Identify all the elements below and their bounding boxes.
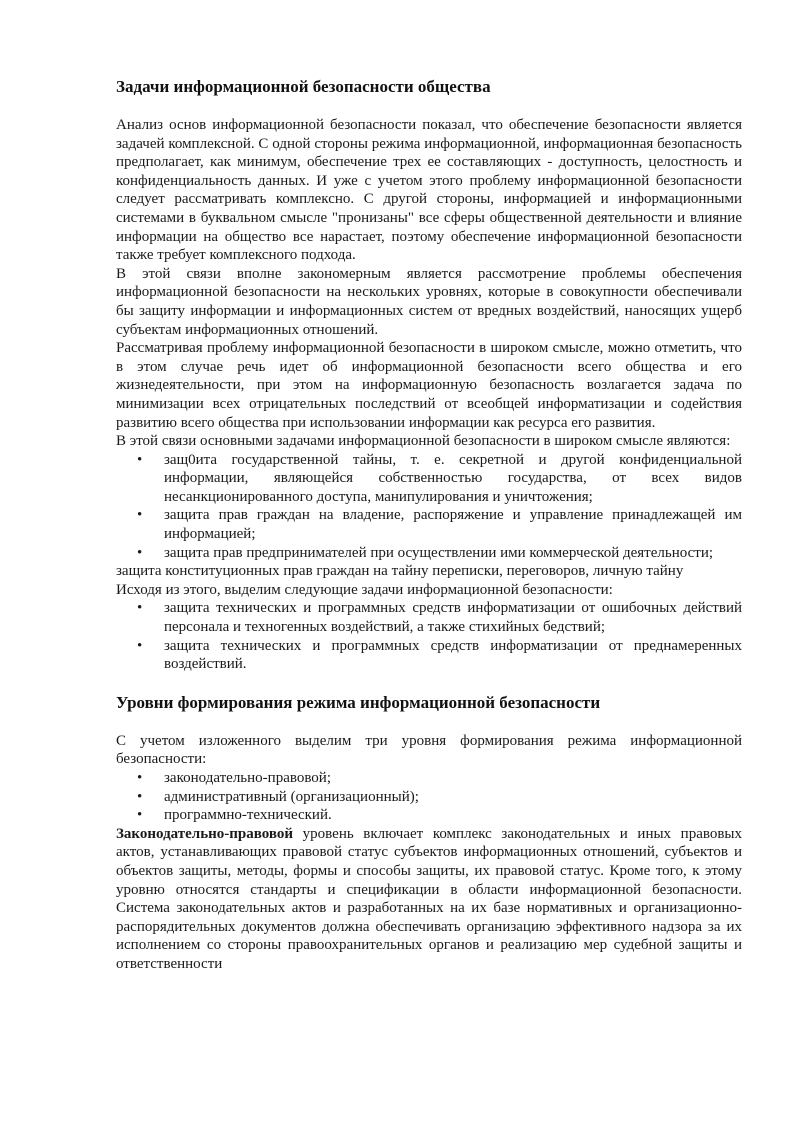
section-heading: Уровни формирования режима информационной безопасности xyxy=(116,692,601,712)
paragraph xyxy=(116,825,742,974)
bold-term: Законодательно-правовой xyxy=(116,825,294,842)
paragraph: С учетом изложенного выделим три уровня формирования режима информационной безопасности: xyxy=(116,732,742,768)
bullet-list xyxy=(116,451,742,563)
paragraph: защита конституционных прав граждан на тайну переписки, переговоров, личную тайну xyxy=(116,563,684,580)
paragraph: В этой связи вполне закономерным является рассмотрение проблемы обеспечения информационной безопасности на нескольких уровнях, которые в совокупности обеспечивали бы защиту информации и информационных систем от вредных воздействий, наносящих ущерб субъектам информационных отношений. xyxy=(116,265,742,338)
paragraph: Анализ основ информационной безопасности показал, что обеспечение безопасности является задачей комплексной. С одной стороны режима информационной, информационная безопасность предполагает, как минимум, обеспечение трех ее составляющих - доступность, целостность и конфиденциальность данных. И уже с учетом этого проблему информационной безопасности следует рассматривать комплексно. С другой стороны, информацией и информационными системами в буквальном смысле "пронизаны" все сферы общественной деятельности и влияние информации на общество все нарастает, поэтому обеспечение информационной безопасности также требует комплексного подхода. xyxy=(116,117,742,264)
document-page xyxy=(116,76,742,974)
bullet-list xyxy=(116,599,742,673)
list-item: • административный (организационный); xyxy=(116,788,742,807)
paragraph: В этой связи основными задачами информационной безопасности в широком смысле являются: xyxy=(116,433,731,450)
list-item: • защита технических и программных средств информатизации от преднамеренных воздействий. xyxy=(116,637,742,674)
paragraph: Исходя из этого, выделим следующие задачи информационной безопасности: xyxy=(116,581,613,598)
paragraph-text: уровень включает комплекс законодательных и иных правовых актов, устанавливающих правовой статус субъектов информационных отношений, субъектов и объектов защиты, методы, формы и способы защиты, их правовой статус. Кроме того, к этому уровню относятся стандарты и спецификации в области информационной безопасности. Система законодательных актов и разработанных на их базе нормативных и организационно-распорядительных документов должна обеспечивать организацию эффективного надзора за их исполнением со стороны правоохранительных органов и реализацию мер судебной защиты и ответственности xyxy=(116,825,742,972)
list-item: • программно-технический. xyxy=(116,806,742,825)
paragraph: Рассматривая проблему информационной безопасности в широком смысле, можно отметить, что в этом случае речь идет об информационной безопасности всего общества и его жизнедеятельности, при этом на информационную безопасность возлагается задача по минимизации всех отрицательных последствий от всеобщей информатизации и содействия развитию всего общества при использовании информации как ресурса его развития. xyxy=(116,340,742,431)
list-item: • защ0ита государственной тайны, т. е. секретной и другой конфиденциальной информации, являющейся собственностью государства, от всех видов несанкционированного доступа, манипулирования и уничтожения; xyxy=(116,451,742,507)
list-item: • защита технических и программных средств информатизации от ошибочных действий персонала и техногенных воздействий, а также стихийных бедствий; xyxy=(116,599,742,636)
bullet-list xyxy=(116,769,742,825)
list-item: • защита прав граждан на владение, распоряжение и управление принадлежащей им информацией; xyxy=(116,506,742,543)
section-heading: Задачи информационной безопасности общества xyxy=(116,77,491,96)
list-item: • законодательно-правовой; xyxy=(116,769,742,788)
list-item: • защита прав предпринимателей при осуществлении ими коммерческой деятельности; xyxy=(116,544,742,563)
